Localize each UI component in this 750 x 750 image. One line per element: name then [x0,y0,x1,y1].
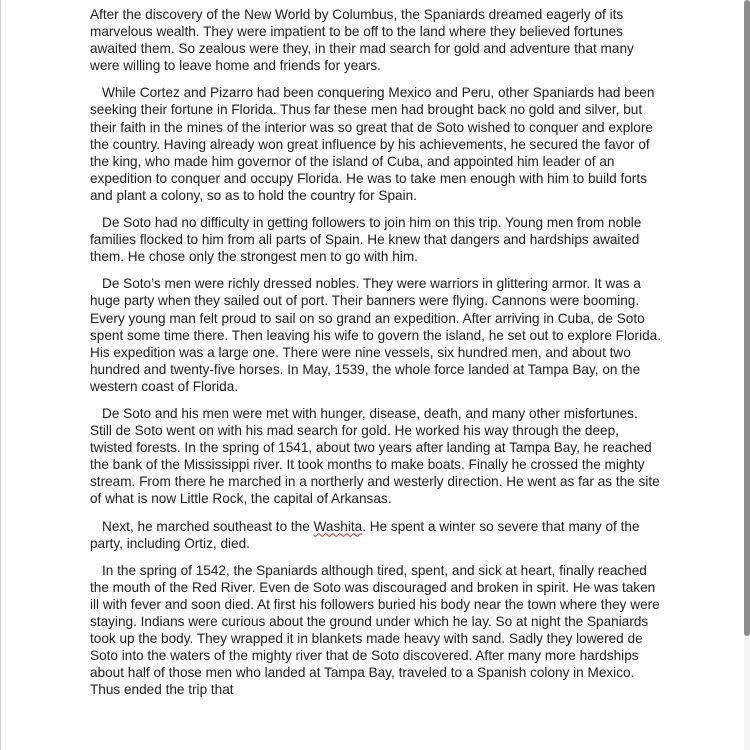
vertical-scrollbar-track[interactable] [744,0,750,750]
paragraph-6-text-after: . He spent a winter so severe that many of the party, including Ortiz, died. [90,518,640,551]
paragraph-1: After the discovery of the New World by Columbus, the Spaniards dreamed eagerly of its marvelous wealth. They were impatient to be off to the land where they believed fortunes awaited them. So zealous were they, in their mad search for gold and adventure that many were willing to leave home and friends for years. [90,7,634,74]
paragraph-3: De Soto had no difficulty in getting followers to join him on this trip. Young men from noble families flocked to him from all parts of Spain. He knew that dangers and hardships awaited them. He chose only the strongest men to go with him. [90,215,642,265]
document-body[interactable] [90,6,662,708]
paragraph-6-text-before: Next, he marched southeast to the [102,518,314,534]
vertical-scrollbar-thumb[interactable] [744,0,750,636]
paragraph-7: In the spring of 1542, the Spaniards although tired, spent, and sick at heart, finally reached the mouth of the Red River. Even de Soto was discouraged and broken in spirit. He was taken ill with fever and soon died. At first his followers buried his body near the town where they were staying. Indians were curious about the ground under which he lay. So at night the Spaniards took up the body. They wrapped it in blankets made heavy with sand. Sadly they lowered de Soto into the waters of the mighty river that de Soto discovered. After many more hardships about half of those men who landed at Tampa Bay, traveled to a Spanish colony in Mexico. Thus ended the trip that [90,562,660,698]
misspelled-word-washita[interactable]: Washita [313,518,363,534]
paragraph-5: De Soto and his men were met with hunger, disease, death, and many other misfortunes. Still de Soto went on with his mad search for gold. He worked his way through the deep, twisted forests. In the spring of 1541, about two years after landing at Tampa Bay, he reached the bank of the Mississippi river. It took months to make boats. Finally he crossed the mighty stream. From there he marched in a northerly and westerly direction. He went as far as the site of what is now Little Rock, the capital of Arkansas. [90,405,660,507]
paragraph-2: While Cortez and Pizarro had been conquering Mexico and Peru, other Spaniards had been seeking their fortune in Florida. Thus far these men had brought back no gold and silver, but their faith in the mines of the interior was so great that de Soto wished to conquer and explore the country. Having already won great influence by his achievements, he secured the favor of the king, who made him governor of the island of Cuba, and appointed him leader of an expedition to conquer and occupy Florida. He was to take men enough with him to build forts and plant a colony, so as to hold the country for Spain. [90,85,655,203]
paragraph-6 [90,518,662,552]
paragraph-4: De Soto’s men were richly dressed nobles. They were warriors in glittering armor. It was a huge party when they sailed out of port. Their banners were flying. Cannons were booming. Every young man felt proud to sail on so grand an expedition. After arriving in Cuba, de Soto spent some time there. Then leaving his wife to govern the island, he set out to explore Florida. His expedition was a large one. There were nine vessels, six hundred men, and about two hundred and twenty-five horses. In May, 1539, the whole force landed at Tampa Bay, on the western coast of Florida. [90,276,662,394]
